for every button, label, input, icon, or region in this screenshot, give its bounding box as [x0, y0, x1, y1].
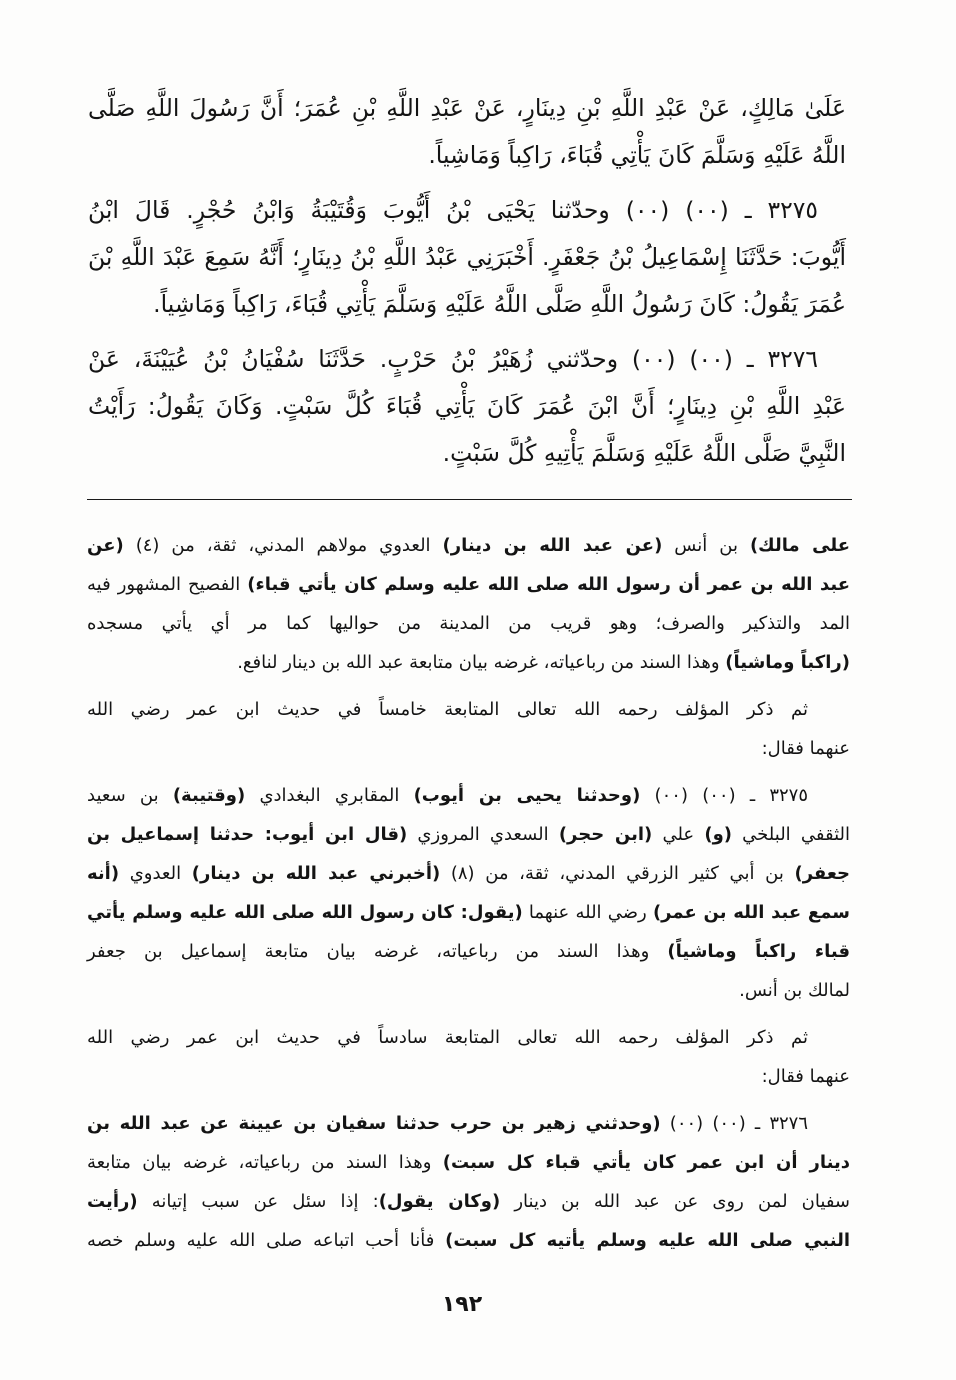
text-line: [88, 187, 846, 234]
commentary-paragraph: [87, 526, 850, 682]
footnote-separator: [87, 499, 852, 500]
bold-quoted-text: (أخبرني عبد الله بن دينار): [191, 863, 441, 884]
bold-quoted-text: (يقول: كان رسول الله صلى الله عليه وسلم يأتي: [87, 902, 523, 923]
bold-quoted-text: على مالك): [749, 535, 850, 556]
hadith-paragraph: [88, 336, 846, 477]
hadith-paragraph: [88, 187, 846, 328]
text-line: [87, 932, 850, 971]
text-line: [87, 1143, 850, 1182]
text-segment: النَّبِيَّ صَلَّى اللَّهُ عَلَيْهِ وَسَلَّمَ يَأْتِيهِ كُلَّ سَبْتٍ.: [442, 439, 846, 467]
text-line: [87, 893, 850, 932]
text-line: [87, 526, 850, 565]
bold-quoted-text: (رأيت: [87, 1191, 138, 1212]
text-segment: الفصيح المشهور فيه: [87, 574, 248, 595]
text-segment: عَبْدِ اللَّهِ بْنِ دِينَارٍ؛ أَنَّ ابْنَ عُمَرَ كَانَ يَأْتِي قُبَاءَ كُلَّ سَبْتٍ. وَكَانَ يَقُولُ: رَأَيْتُ: [88, 392, 846, 420]
hadith-text: [88, 85, 846, 477]
text-segment: وهذا السند من رباعياته، غرضه بيان متابعة إسماعيل بن جعفر: [87, 941, 668, 962]
bold-quoted-text: (وحدثني زهير بن حرب حدثنا سفيان بن عيينة عن عبد الله بن: [87, 1113, 661, 1134]
text-segment: علي: [652, 824, 705, 845]
text-segment: السعدي المروزي: [407, 824, 559, 845]
text-segment: أَيُّوبَ: حَدَّثَنَا إِسْمَاعِيلُ بْنُ جَعْفَرٍ. أَخْبَرَنِي عَبْدُ اللَّهِ بْنُ دِينَارٍ؛ أَنَّهُ سَمِعَ عَبْدَ اللَّهِ بْنَ: [88, 243, 846, 271]
commentary-paragraph: [87, 776, 850, 1010]
text-line: [87, 604, 850, 643]
text-line: [87, 1182, 850, 1221]
text-segment: فأنا أحب اتباعه صلى الله عليه وسلم خصه: [87, 1230, 446, 1251]
text-line: [87, 776, 850, 815]
bold-quoted-text: (و): [704, 824, 732, 845]
text-segment: ٣٢٧٥ ـ (٠٠) (٠٠) وحدّثنا يَحْيَى بْنُ أَيُّوبَ وَقُتَيْبَةُ وَابْنُ حُجْرٍ. قَالَ ابْنُ: [88, 196, 818, 224]
text-line: [87, 1221, 850, 1260]
text-line: [88, 336, 846, 383]
bold-quoted-text: (عن عبد الله بن دينار): [442, 535, 663, 556]
text-segment: عنهما فقال:: [761, 738, 850, 759]
commentary-paragraph: [87, 690, 850, 768]
text-segment: العدوي مولاهم المدني، ثقة، من (٤): [123, 535, 443, 556]
bold-quoted-text: (قال ابن أيوب: حدثنا إسماعيل بن: [87, 824, 408, 845]
bold-quoted-text: (وحدثنا يحيى بن أيوب): [413, 785, 641, 806]
bold-quoted-text: دينار أن ابن عمر كان يأتي قباء كل سبت): [442, 1152, 850, 1173]
text-line: [87, 643, 850, 682]
text-segment: الثقفي البلخي: [732, 824, 850, 845]
bold-quoted-text: (ابن حجر): [558, 824, 653, 845]
text-line: [88, 281, 846, 328]
text-segment: سفيان لمن روى عن عبد الله بن دينار: [500, 1191, 851, 1212]
text-segment: بن أبي كثير الزرقي المدني، ثقة، من (٨): [440, 863, 795, 884]
text-segment: وهذا السند من رباعياته، غرضه بيان متابعة: [87, 1152, 443, 1173]
bold-quoted-text: النبي صلى الله عليه وسلم يأتيه كل سبت): [445, 1230, 850, 1251]
text-line: [87, 1104, 850, 1143]
bold-quoted-text: (راكباً وماشياً): [725, 652, 850, 673]
page-number: ١٩٢: [441, 1292, 483, 1317]
text-segment: عَلَىٰ مَالِكٍ، عَنْ عَبْدِ اللَّهِ بْنِ دِينَارٍ، عَنْ عَبْدِ اللَّهِ بْنِ عُمَرَ؛ أَنَّ رَسُولَ اللَّهِ صَلَّى: [88, 94, 846, 122]
text-line: [88, 430, 846, 477]
bold-quoted-text: (عن: [87, 535, 124, 556]
text-line: [88, 383, 846, 430]
text-line: [87, 565, 850, 604]
text-line: [88, 132, 846, 179]
text-segment: ٣٢٧٥ ـ (٠٠) (٠٠): [640, 785, 808, 806]
text-segment: عنهما فقال:: [761, 1066, 850, 1087]
commentary-text: [87, 526, 850, 1260]
commentary-paragraph: [87, 1104, 850, 1260]
text-segment: ٣٢٧٦ ـ (٠٠) (٠٠): [660, 1113, 808, 1134]
text-segment: عُمَرَ يَقُولُ: كَانَ رَسُولُ اللَّهِ صَلَّى اللَّهُ عَلَيْهِ وَسَلَّمَ يَأْتِي قُبَاءَ، رَاكِباً وَمَاشِياً.: [153, 290, 846, 318]
text-line: [87, 854, 850, 893]
text-line: [88, 85, 846, 132]
text-segment: بن سعيد: [87, 785, 173, 806]
text-segment: ٣٢٧٦ ـ (٠٠) (٠٠) وحدّثني زُهَيْرُ بْنُ حَرْبٍ. حَدَّثَنَا سُفْيَانُ بْنُ عُيَيْنَةَ، عَنْ: [88, 345, 819, 373]
text-segment: رضي الله عنهما: [522, 902, 653, 923]
text-segment: : إذا سئل عن سبب إتيانه: [137, 1191, 379, 1212]
hadith-paragraph: [88, 85, 846, 179]
text-line: [87, 690, 850, 729]
text-segment: اللَّهُ عَلَيْهِ وَسَلَّمَ كَانَ يَأْتِي قُبَاءَ، رَاكِباً وَمَاشِياً.: [428, 141, 846, 169]
text-segment: لمالك بن أنس.: [739, 980, 850, 1001]
bold-quoted-text: قباء راكباً وماشياً): [667, 941, 850, 962]
bold-quoted-text: جعفر): [794, 863, 851, 884]
text-segment: بن أنس: [662, 535, 750, 556]
text-line: [87, 729, 850, 768]
text-line: [87, 815, 850, 854]
bold-quoted-text: عبد الله بن عمر أن رسول الله صلى الله عليه وسلم كان يأتي قباء): [247, 574, 850, 595]
bold-quoted-text: (أنه: [87, 863, 120, 884]
bold-quoted-text: سمع عبد الله بن عمر): [652, 902, 850, 923]
text-segment: المد والتذكير والصرف؛ وهو قريب من المدينة من حواليها كما مر أي يأتي مسجده: [87, 613, 850, 634]
text-line: [87, 971, 850, 1010]
commentary-paragraph: [87, 1018, 850, 1096]
text-segment: المقابري البغدادي: [245, 785, 414, 806]
text-segment: وهذا السند من رباعياته، غرضه بيان متابعة عبد الله بن دينار لنافع.: [237, 652, 726, 673]
text-segment: العدوي: [119, 863, 192, 884]
text-segment: ثم ذكر المؤلف رحمه الله تعالى المتابعة سادساً في حديث ابن عمر رضي الله: [87, 1027, 808, 1048]
text-line: [87, 1057, 850, 1096]
text-segment: ثم ذكر المؤلف رحمه الله تعالى المتابعة خامساً في حديث ابن عمر رضي الله: [87, 699, 808, 720]
bold-quoted-text: (وقتيبة): [172, 785, 246, 806]
text-line: [87, 1018, 850, 1057]
bold-quoted-text: (وكان يقول): [378, 1191, 501, 1212]
text-line: [88, 234, 846, 281]
